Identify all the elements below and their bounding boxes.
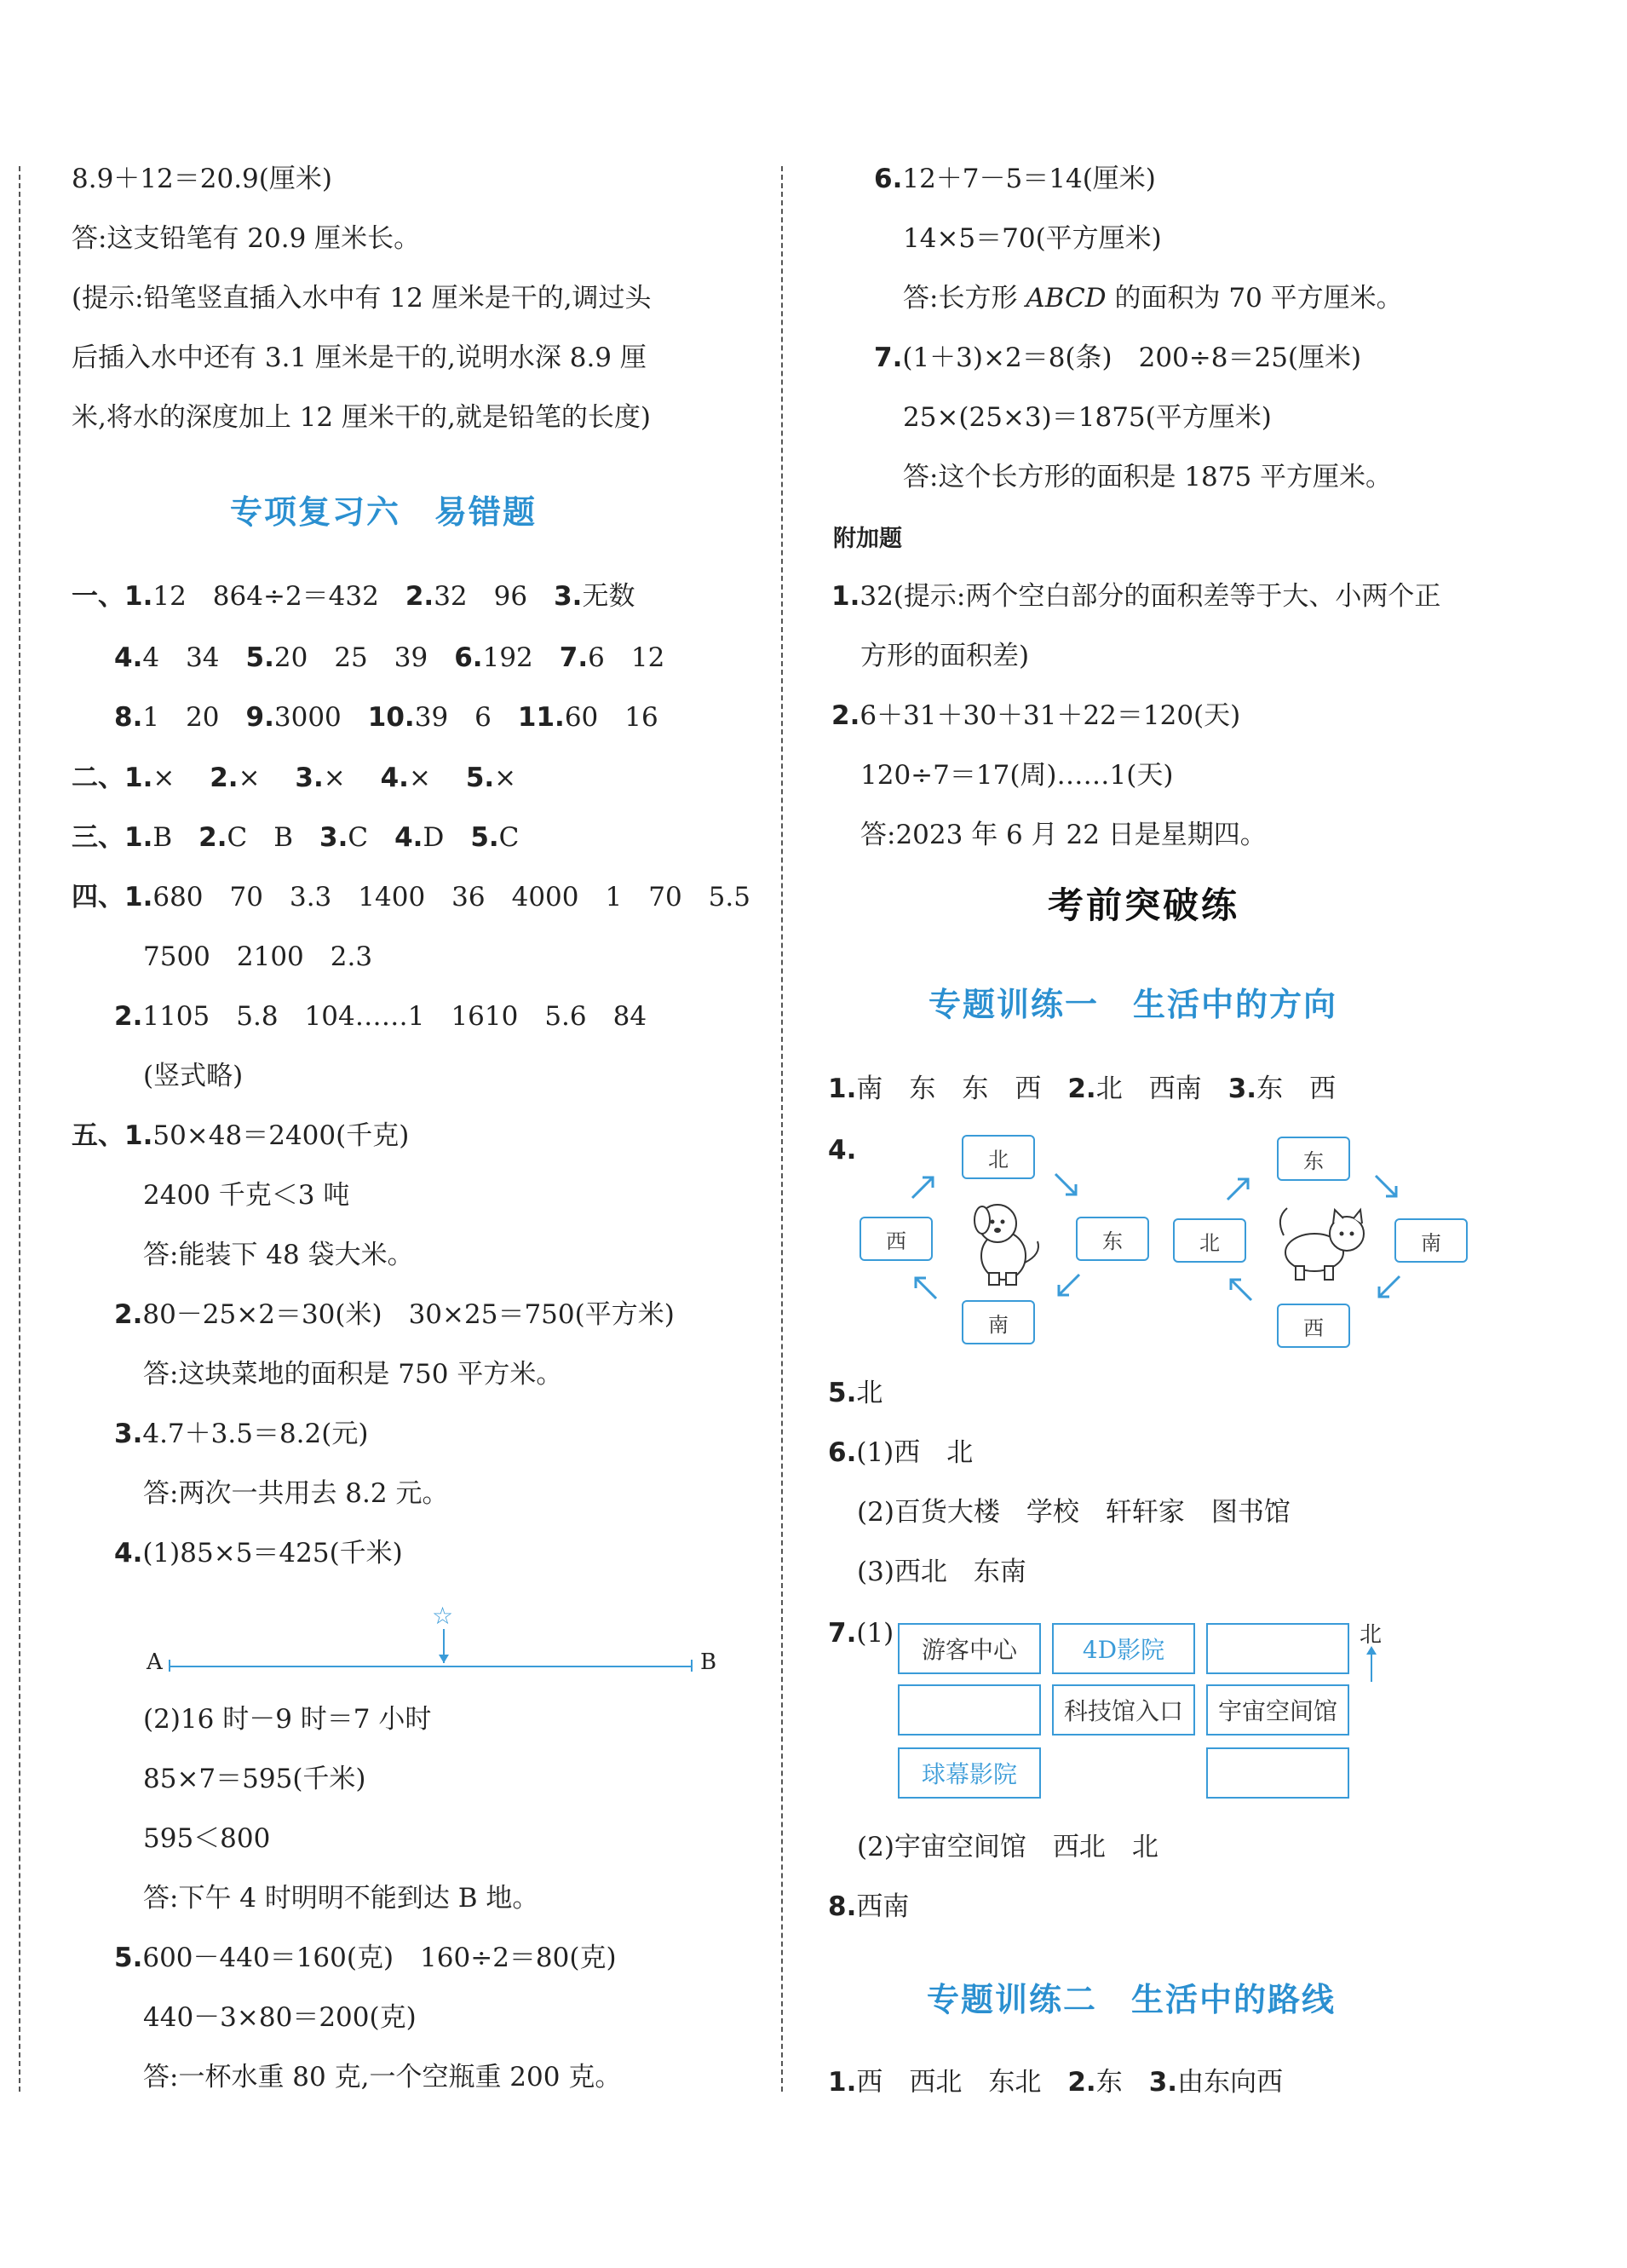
answer-line: 三、1.B 2.C B 3.C 4.D 5.C: [72, 822, 520, 853]
dir-box-right: 南: [1394, 1218, 1468, 1263]
arrow-sw-icon: [1371, 1271, 1405, 1305]
grid-cell: 游客中心: [898, 1623, 1041, 1674]
answer-line: 答:2023 年 6 月 22 日是星期四。: [860, 820, 1267, 850]
answer-line: 5.北: [828, 1378, 883, 1408]
answer-line: 一、1.12 864÷2＝432 2.32 96 3.无数: [72, 581, 635, 612]
text-line: (提示:铅笔竖直插入水中有 12 厘米是干的,调过头: [72, 283, 652, 314]
answer-line: 答:两次一共用去 8.2 元。: [143, 1478, 449, 1509]
dog-direction-diagram: [856, 1133, 1171, 1355]
answer-line: 答:一杯水重 80 克,一个空瓶重 200 克。: [143, 2062, 622, 2092]
dir-box-top: 东: [1277, 1137, 1350, 1181]
dir-box-left: 北: [1173, 1218, 1246, 1263]
dir-box-left: 西: [859, 1217, 933, 1261]
answer-line: (2)16 时－9 时＝7 小时: [143, 1704, 432, 1735]
answer-line: 440－3×80＝200(克): [143, 2002, 417, 2033]
answer-number: 4.: [828, 1135, 857, 1166]
answer-line: 答:下午 4 时明明不能到达 B 地。: [143, 1883, 539, 1914]
answer-line: 2.6＋31＋30＋31＋22＝120(天): [831, 700, 1241, 731]
segment-ab: [169, 1666, 693, 1667]
grid-cell: [1206, 1747, 1349, 1799]
answer-line: 4.4 34 5.20 25 39 6.192 7.6 12: [114, 642, 665, 673]
answer-line: 8.西南: [828, 1891, 910, 1922]
grid-cell: 球幕影院: [898, 1747, 1041, 1799]
text-line: 米,将水的深度加上 12 厘米干的,就是铅笔的长度): [72, 402, 651, 433]
arrow-nw-icon: [1222, 1271, 1256, 1305]
answer-line: 25×(25×3)＝1875(平方厘米): [903, 402, 1272, 433]
column-divider: [781, 166, 783, 2092]
north-arrow-icon: [1371, 1651, 1372, 1682]
tick-b: [691, 1660, 693, 1672]
dir-box-top: 北: [962, 1135, 1035, 1179]
answer-line: 2.80－25×2＝30(米) 30×25＝750(平方米): [114, 1299, 675, 1330]
text-line: 8.9＋12＝20.9(厘米): [72, 164, 332, 194]
text-line: 后插入水中还有 3.1 厘米是干的,说明水深 8.9 厘: [72, 343, 647, 373]
answer-line: 5.600－440＝160(克) 160÷2＝80(克): [114, 1943, 617, 1973]
answer-line: 14×5＝70(平方厘米): [903, 223, 1162, 254]
arrow-sw-icon: [1050, 1269, 1084, 1304]
grid-cell: [1052, 1747, 1195, 1799]
answer-line: 二、1.× 2.× 3.× 4.× 5.×: [72, 763, 517, 793]
arrow-se-icon: [1371, 1171, 1405, 1205]
north-label: 北: [1360, 1622, 1383, 1648]
answer-line: 3.4.7＋3.5＝8.2(元): [114, 1419, 369, 1449]
cat-icon: [1272, 1201, 1374, 1287]
answer-line: 方形的面积差): [860, 641, 1030, 671]
arrow-nw-icon: [907, 1269, 941, 1304]
arrow-ne-icon: [1222, 1171, 1256, 1205]
answer-line: 120÷7＝17(周)……1(天): [860, 760, 1174, 791]
answer-line: 四、1.680 70 3.3 1400 36 4000 1 70 5.5: [72, 882, 750, 912]
answer-line: 答:这块菜地的面积是 750 平方米。: [143, 1359, 563, 1390]
answer-line: 8.1 20 9.3000 10.39 6 11.60 16: [114, 702, 658, 733]
arrow-se-icon: [1050, 1169, 1084, 1203]
dir-box-bottom: 南: [962, 1300, 1035, 1344]
answer-line: 4.(1)85×5＝425(千米): [114, 1538, 403, 1569]
answer-line: 1.西 西北 东北 2.东 3.由东向西: [828, 2067, 1284, 2098]
answer-line: 7.(1): [828, 1618, 894, 1649]
answer-line: (2)百货大楼 学校 轩轩家 图书馆: [857, 1497, 1291, 1528]
answer-line: 2400 千克＜3 吨: [143, 1180, 350, 1211]
answer-line: 7.(1＋3)×2＝8(条) 200÷8＝25(厘米): [874, 343, 1362, 373]
answer-line: 6.(1)西 北: [828, 1437, 974, 1468]
label-b: B: [700, 1649, 717, 1675]
answer-line: 7500 2100 2.3: [143, 941, 373, 972]
grid-cell: 科技馆入口: [1052, 1684, 1195, 1736]
answer-line: 答:这个长方形的面积是 1875 平方厘米。: [903, 462, 1393, 492]
arrow-ne-icon: [907, 1169, 941, 1203]
map-grid: [898, 1623, 1358, 1802]
answer-line: 1.32(提示:两个空白部分的面积差等于大、小两个正: [831, 581, 1441, 612]
arrow-head: [439, 1655, 449, 1663]
label-a: A: [147, 1649, 163, 1675]
ab-line-diagram: [145, 1602, 724, 1678]
topic-title-1: 专题训练一 生活中的方向: [928, 986, 1338, 1023]
grid-cell: 宇宙空间馆: [1206, 1684, 1349, 1736]
text-line: 答:这支铅笔有 20.9 厘米长。: [72, 223, 421, 254]
answer-line: (竖式略): [143, 1061, 244, 1091]
dir-box-bottom: 西: [1277, 1304, 1350, 1348]
star-icon: ☆: [432, 1602, 454, 1630]
answer-line: 85×7＝595(千米): [143, 1764, 366, 1794]
dir-box-right: 东: [1076, 1217, 1149, 1261]
section-title: 专项复习六 易错题: [230, 493, 538, 531]
grid-cell: 4D影院: [1052, 1623, 1195, 1674]
answer-line: (3)西北 东南: [857, 1557, 1026, 1587]
grid-cell: [1206, 1623, 1349, 1674]
answer-line: 答:长方形 ABCD 的面积为 70 平方厘米。: [903, 283, 1403, 314]
dog-icon: [957, 1194, 1050, 1288]
left-margin-line: [19, 166, 20, 2092]
extra-title: 附加题: [833, 526, 902, 552]
topic-title-2: 专题训练二 生活中的路线: [927, 1981, 1337, 2018]
north-arrow-head: [1366, 1646, 1377, 1655]
answer-line: 2.1105 5.8 104……1 1610 5.6 84: [114, 1001, 647, 1032]
answer-line: 1.南 东 东 西 2.北 西南 3.东 西: [828, 1074, 1337, 1104]
answer-line: (2)宇宙空间馆 西北 北: [857, 1832, 1158, 1862]
answer-line: 五、1.50×48＝2400(千克): [72, 1120, 410, 1151]
tick-a: [169, 1660, 170, 1672]
answer-line: 6.12＋7－5＝14(厘米): [874, 164, 1156, 194]
answer-line: 答:能装下 48 袋大米。: [143, 1240, 414, 1270]
answer-line: 595＜800: [143, 1823, 271, 1854]
big-title: 考前突破练: [1048, 884, 1240, 926]
cat-direction-diagram: [1171, 1133, 1486, 1355]
grid-cell: [898, 1684, 1041, 1736]
north-indicator: [1360, 1617, 1385, 1685]
